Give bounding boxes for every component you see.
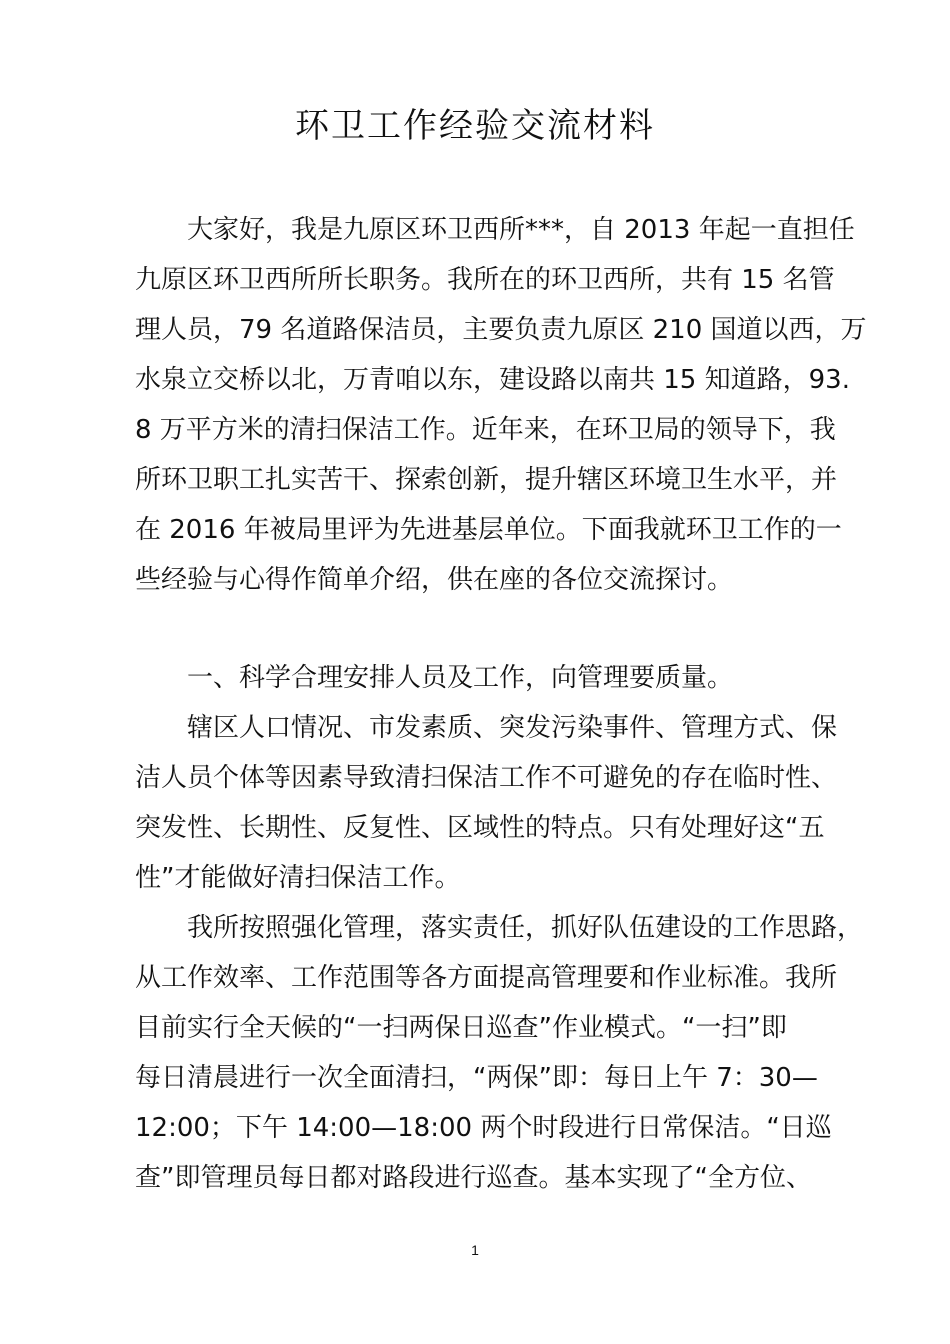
paragraph-line: 水泉立交桥以北，万青咱以东，建设路以南共 15 知道路，93. — [135, 365, 850, 395]
paragraph-line: 目前实行全天候的“一扫两保日巡查”作业模式。“一扫”即 — [135, 1013, 787, 1043]
paragraph-line: 12:00；下午 14:00—18:00 两个时段进行日常保洁。“日巡 — [135, 1113, 832, 1143]
paragraph-line: 九原区环卫西所所长职务。我所在的环卫西所，共有 15 名管 — [135, 265, 835, 295]
paragraph-line: 查”即管理员每日都对路段进行巡查。基本实现了“全方位、 — [135, 1163, 812, 1193]
paragraph-line: 每日清晨进行一次全面清扫，“两保”即：每日上午 7：30— — [135, 1063, 818, 1093]
section1-paragraph-1 — [135, 703, 838, 903]
paragraph-line: 从工作效率、工作范围等各方面提高管理要和作业标准。我所 — [135, 963, 838, 993]
paragraph-spacer — [135, 605, 835, 653]
paragraph-line: 洁人员个体等因素导致清扫保洁工作不可避免的存在临时性、 — [135, 763, 838, 793]
paragraph-line: 所环卫职工扎实苦干、探索创新，提升辖区环境卫生水平，并 — [135, 465, 838, 495]
section1-paragraph-2 — [135, 903, 864, 1203]
paragraph-line: 大家好，我是九原区环卫西所***，自 2013 年起一直担任 — [187, 215, 855, 245]
page-number: 1 — [471, 1242, 479, 1258]
paragraph-line: 我所按照强化管理，落实责任，抓好队伍建设的工作思路， — [187, 913, 864, 943]
section-heading: 一、科学合理安排人员及工作，向管理要质量。 — [187, 663, 734, 693]
paragraph-line: 突发性、长期性、反复性、区域性的特点。只有处理好这“五 — [135, 813, 825, 843]
document-title: 环卫工作经验交流材料 — [295, 106, 655, 146]
intro-paragraph — [135, 205, 867, 605]
document-body — [135, 205, 867, 1203]
paragraph-line: 性”才能做好清扫保洁工作。 — [135, 863, 461, 893]
paragraph-line: 理人员，79 名道路保洁员，主要负责九原区 210 国道以西，万 — [135, 315, 867, 345]
paragraph-line: 辖区人口情况、市发素质、突发污染事件、管理方式、保 — [187, 713, 838, 743]
paragraph-line: 在 2016 年被局里评为先进基层单位。下面我就环卫工作的一 — [135, 515, 842, 545]
paragraph-line: 8 万平方米的清扫保洁工作。近年来，在环卫局的领导下，我 — [135, 415, 836, 445]
paragraph-line: 些经验与心得作简单介绍，供在座的各位交流探讨。 — [135, 565, 734, 595]
